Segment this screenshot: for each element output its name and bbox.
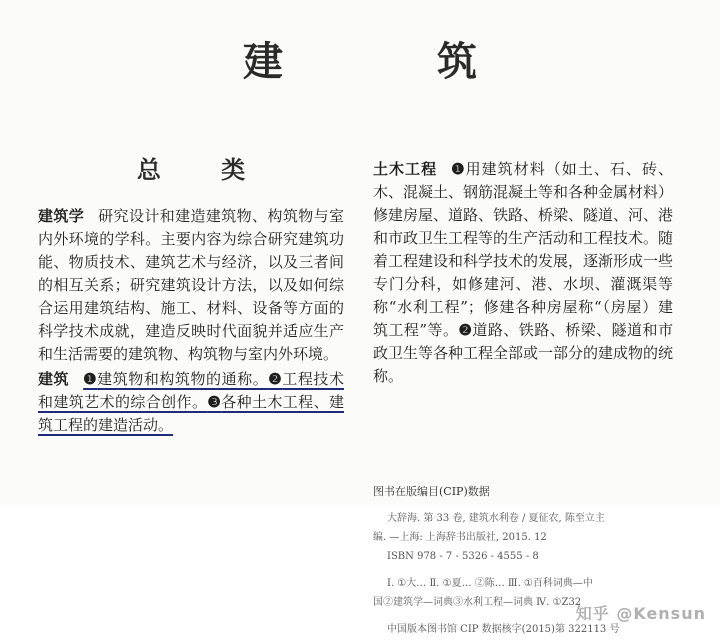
dictionary-entry-jianzhu (38, 368, 344, 437)
entry-term: 建筑 (38, 370, 70, 388)
left-column (38, 150, 344, 437)
cip-line: 国②建筑学—词典③水利工程—词典 Ⅳ. ①Z32 (373, 597, 582, 608)
right-column (373, 158, 673, 388)
cip-heading: 图书在版编目(CIP)数据 (373, 485, 490, 498)
sense-marker: ❷ (268, 370, 283, 388)
entry-sense: 用建筑材料（如土、石、砖、木、混凝土、钢筋混凝土等和各种金属材料）修建房屋、道路、铁路、桥梁、隧道、河、港和市政卫生工程等的生产活动和工程技术。随着工程建设和科学技术的发展，逐渐形成一些专门分科，如修建河、港、水坝、灌溉渠等称“水利工程”；修建各种房屋称“（房屋）建筑工程”等。 (373, 160, 674, 339)
entry-term: 建筑学 (38, 207, 85, 225)
page-title: 建 筑 (243, 38, 547, 85)
section-title: 总 类 (136, 155, 272, 184)
entry-sense: 工程技术和建筑艺术的综合创作。 (38, 370, 344, 411)
entry-sense: 建筑物和构筑物的通称。 (97, 370, 269, 388)
sense-marker: ❶ (83, 370, 98, 388)
cip-line: 中国版本图书馆 CIP 数据核字(2015)第 322113 号 (387, 624, 620, 635)
entry-sense: 道路、铁路、桥梁、隧道和市政卫生等各种工程全部或一部分的建成物的统称。 (373, 321, 674, 385)
watermark: 知乎 @Kensun (575, 604, 706, 623)
cip-line: Ⅰ. ①大… Ⅱ. ①夏… ②陈… Ⅲ. ①百科词典—中 (387, 578, 593, 589)
entry-sense: 各种土木工程、建筑工程的建造活动。 (38, 393, 344, 434)
underlined-definition (38, 370, 344, 434)
sense-marker: ❶ (451, 160, 466, 178)
cip-line: 编. —上海: 上海辞书出版社, 2015. 12 (373, 532, 547, 543)
cip-line: 大辞海. 第 33 卷, 建筑水利卷 / 夏征农, 陈至立主 (387, 513, 605, 524)
sense-marker: ❸ (207, 393, 222, 411)
entry-definition: 研究设计和建造建筑物、构筑物与室内外环境的学科。主要内容为综合研究建筑功能、物质技术、建筑艺术与经济，以及三者间的相互关系；研究建筑设计方法，以及如何综合运用建筑结构、施工、材料、设备等方面的科学技术成就，建造反映时代面貌并适应生产和生活需要的建筑物、构筑物与室内外环境。 (38, 207, 344, 363)
dictionary-entry-tumu (373, 158, 673, 388)
cip-line: ISBN 978 - 7 - 5326 - 4555 - 8 (387, 551, 539, 562)
entry-term: 土木工程 (373, 160, 438, 178)
dictionary-entry-jianzhuxue (38, 205, 344, 366)
sense-marker: ❷ (458, 321, 473, 339)
